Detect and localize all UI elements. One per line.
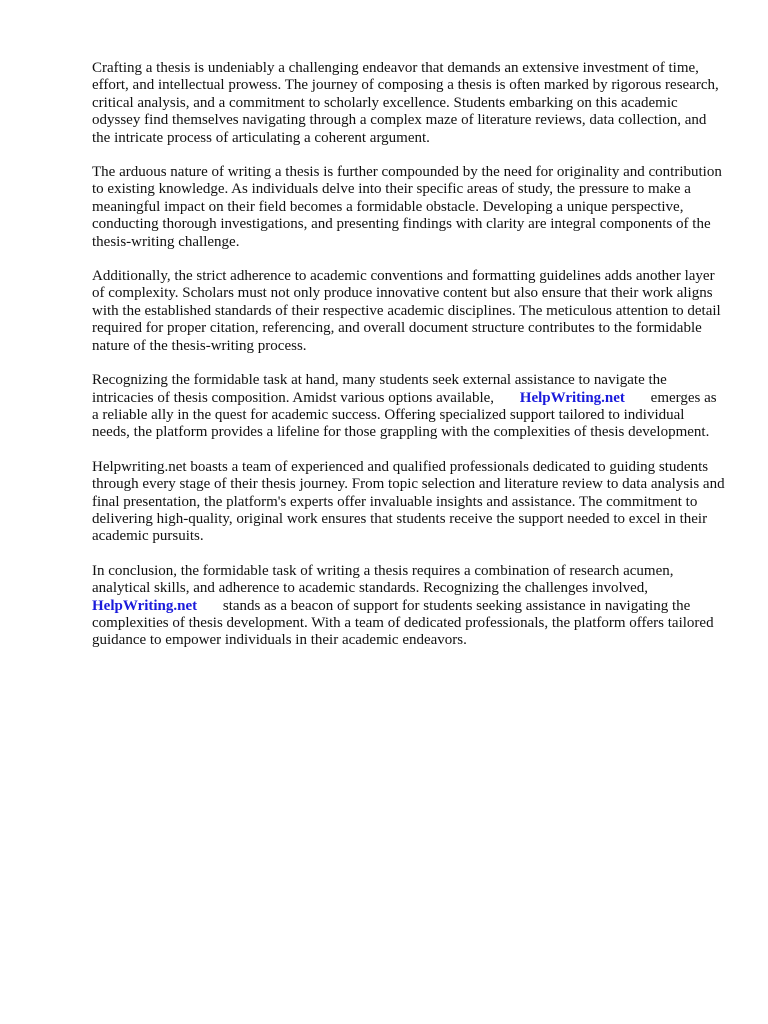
paragraph-2: The arduous nature of writing a thesis is further compounded by the need for originality and contribution to existing knowledge. As individuals delve into their specific areas of study, the pressure to make a meaningful impact on their field becomes a formidable obstacle. Developing a unique perspective, conducting thorough investigations, and presenting findings with clarity are integral components of the thesis-writing challenge. [92, 164, 722, 250]
paragraph-3: Additionally, the strict adherence to academic conventions and formatting guidelines adds another layer of complexity. Scholars must not only produce innovative content but also ensure that their work aligns with the established standards of their respective academic disciplines. The meticulous attention to detail required for proper citation, referencing, and overall document structure contributes to the formidable nature of the thesis-writing process. [92, 268, 721, 354]
paragraph-6 [92, 563, 726, 650]
paragraph-4 [92, 372, 726, 442]
paragraph-5: Helpwriting.net boasts a team of experienced and qualified professionals dedicated to guiding students through every stage of their thesis journey. From topic selection and literature review to data analysis and final presentation, the platform's experts offer invaluable insights and assistance. The commitment to delivering high-quality, original work ensures that students receive the support needed to excel in their academic pursuits. [92, 458, 725, 545]
paragraph-6-text-before: In conclusion, the formidable task of writing a thesis requires a combination of research acumen, analytical skills, and adherence to academic standards. Recognizing the challenges involved, [92, 562, 674, 597]
paragraph-4-text-before: Recognizing the formidable task at hand, many students seek external assistance to navigate the intricacies of thesis composition. Amidst various options available, [92, 372, 667, 406]
paragraph-6-text-after: stands as a beacon of support for students seeking assistance in navigating the complexities of thesis development. With a team of dedicated professionals, the platform offers tailored guidance to empower individuals in their academic endeavors. [92, 597, 714, 649]
document-body [92, 60, 726, 667]
helpwriting-link-2[interactable]: HelpWriting.net [92, 597, 198, 614]
paragraph-1: Crafting a thesis is undeniably a challenging endeavor that demands an extensive investment of time, effort, and intellectual prowess. The journey of composing a thesis is often marked by rigorous research, critical analysis, and a commitment to scholarly excellence. Students embarking on this academic odyssey find themselves navigating through a complex maze of literature reviews, data collection, and the intricate process of articulating a coherent argument. [92, 60, 719, 146]
paragraph-4-text-after: emerges as a reliable ally in the quest for academic success. Offering specialized support tailored to individual needs, the platform provides a lifeline for those grappling with the complexities of thesis development. [92, 389, 717, 441]
helpwriting-link-1[interactable]: HelpWriting.net [519, 389, 625, 406]
